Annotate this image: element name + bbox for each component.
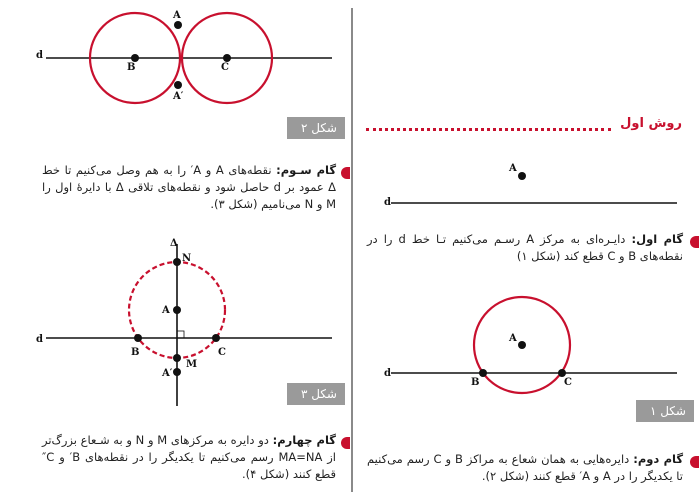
step4-paragraph xyxy=(42,432,336,483)
step2-paragraph xyxy=(367,451,683,485)
fig3-label-m: M xyxy=(186,359,198,370)
figure-point-a-line-d xyxy=(385,160,685,215)
step3-text: نقطه‌های A و A′ را به هم وصل می‌کنیم تا خط Δ عمود بر d حاصل شود و نقطه‌های تلاقی Δ با دایرهٔ اول را M و N می‌نامیم (شکل ۳). xyxy=(42,163,336,211)
step4-title: گام چهارم: xyxy=(272,433,336,447)
step3-bullet xyxy=(341,167,350,179)
figure-1 xyxy=(385,295,685,400)
fig2-label-b: B xyxy=(127,62,136,73)
step1-bullet xyxy=(690,236,699,248)
fig1-label-d: d xyxy=(384,368,391,379)
fig2-caption-text: شکل ۲ xyxy=(300,121,337,135)
method-title-dots xyxy=(366,128,611,131)
figure-2 xyxy=(40,5,340,110)
fig3-label-n: N xyxy=(182,253,192,264)
fig2-label-a: A xyxy=(173,10,181,21)
step1-text: دایـره‌ای به مرکز A رسـم می‌کنیم تـا خط d را در نقطه‌های B و C قطع کند (شکل ۱) xyxy=(367,232,683,263)
step4-bullet xyxy=(341,437,350,449)
fig3-label-aprime: A′ xyxy=(162,368,173,379)
step2-bullet xyxy=(690,456,699,468)
fig3-caption-text: شکل ۳ xyxy=(300,387,337,401)
step2-text: دایره‌هایی به همان شعاع به مراکز B و C رسم می‌کنیم تا یکدیگر را در A و A′ قطع کنند (شکل ۲). xyxy=(367,452,683,483)
step1-title: گام اول: xyxy=(631,232,684,246)
fig1-label-b: B xyxy=(471,377,480,388)
step1-paragraph xyxy=(367,231,683,265)
step3-paragraph xyxy=(42,162,336,213)
step2-title: گام دوم: xyxy=(633,452,684,466)
fig2-caption xyxy=(287,117,345,139)
step4-text: دو دایره به مرکزهای M و N و به شـعاع بزرگ‌تر از MA=NA رسم می‌کنیم تا یکدیگر را در نقطه‌های B′ و C″ قطع کنند (شکل ۴). xyxy=(42,433,336,481)
column-divider xyxy=(351,8,353,492)
fig3-label-c: C xyxy=(218,347,226,358)
fig3-label-b: B xyxy=(131,347,140,358)
topfig-label-d: d xyxy=(384,197,391,208)
fig1-label-a: A xyxy=(509,333,517,344)
fig3-label-a: A xyxy=(162,305,170,316)
fig3-label-d: d xyxy=(36,334,43,345)
topfig-label-a: A xyxy=(509,163,517,174)
fig1-caption xyxy=(636,400,694,422)
step3-title: گام سـوم: xyxy=(276,163,337,177)
fig2-label-aprime: A′ xyxy=(173,91,184,102)
method-title: روش اول xyxy=(620,116,682,131)
fig3-caption xyxy=(287,383,345,405)
fig2-label-c: C xyxy=(221,62,229,73)
fig1-caption-text: شکل ۱ xyxy=(649,404,686,418)
fig3-label-delta: Δ xyxy=(170,238,178,249)
fig1-label-c: C xyxy=(564,377,572,388)
fig2-label-d: d xyxy=(36,50,43,61)
